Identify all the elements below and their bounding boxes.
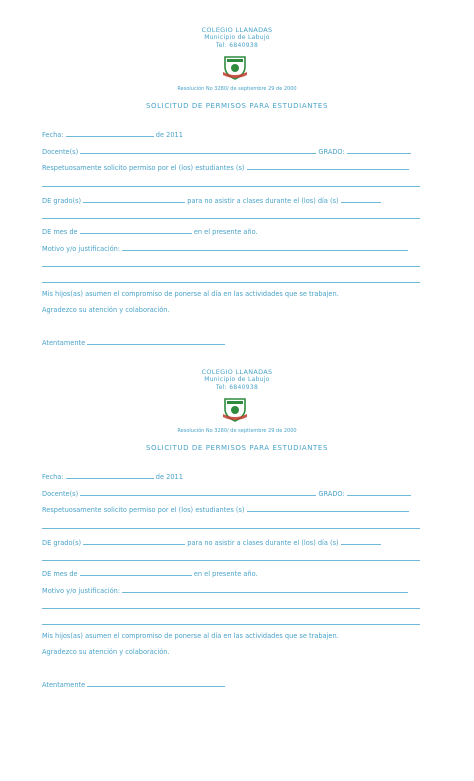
docente-label: Docente(s): [42, 490, 79, 498]
signature-field[interactable]: [87, 679, 225, 687]
fecha-field[interactable]: [66, 129, 154, 137]
docente-field[interactable]: [80, 488, 316, 496]
docente-field[interactable]: [80, 146, 316, 154]
telephone-text: Tel: 6840938: [215, 42, 259, 49]
del-grado-field[interactable]: [83, 537, 185, 545]
estudiantes-field[interactable]: [247, 162, 409, 170]
docente-row: [42, 146, 411, 156]
resolution-text: Resolución No 3280/ de septiembre 29 de 2000: [177, 428, 297, 434]
motivo-line-2[interactable]: [42, 266, 420, 267]
grado-field[interactable]: [347, 488, 411, 496]
grado-row: [42, 195, 381, 205]
motivo-label: Motivo y/o justificación:: [42, 245, 121, 253]
fecha-suffix: de 2011: [155, 131, 183, 139]
presente-ano-text: en el presente año.: [193, 228, 258, 236]
municipio-text: Municipio de Labujo: [204, 34, 270, 41]
school-crest-icon: [222, 54, 248, 80]
school-name: COLEGIO LLANADAS: [201, 26, 273, 34]
motivo-label: Motivo y/o justificación:: [42, 587, 121, 595]
motivo-line-3[interactable]: [42, 282, 420, 283]
del-mes-label: DE mes de: [42, 228, 78, 236]
respetuosamente-row: [42, 162, 409, 172]
para-no-asistir-text: para no asistir a clases durante el (los) día (s): [187, 539, 339, 547]
agradezco-text: Agradezco su atención y colaboración.: [42, 648, 170, 656]
atentamente-label: Atentamente: [42, 339, 86, 347]
del-mes-label: DE mes de: [42, 570, 78, 578]
mes-field[interactable]: [80, 568, 192, 576]
dias-field[interactable]: [341, 537, 381, 545]
fecha-row: [42, 129, 183, 139]
school-name: COLEGIO LLANADAS: [201, 368, 273, 376]
respetuosamente-row: [42, 504, 409, 514]
fecha-label: Fecha:: [42, 131, 64, 139]
motivo-line-3[interactable]: [42, 624, 420, 625]
mes-row: [42, 568, 258, 578]
grado-field[interactable]: [347, 146, 411, 154]
permission-form-1: [0, 0, 474, 350]
compromiso-text: Mis hijos(as) asumen el compromiso de ponerse al día en las actividades que se trabajen.: [42, 290, 339, 298]
agradezco-text: Agradezco su atención y colaboración.: [42, 306, 170, 314]
fecha-row: [42, 471, 183, 481]
grado-label: GRADO:: [318, 148, 345, 156]
fecha-suffix: de 2011: [155, 473, 183, 481]
telephone-text: Tel: 6840938: [215, 384, 259, 391]
fecha-field[interactable]: [66, 471, 154, 479]
municipio-text: Municipio de Labujo: [204, 376, 270, 383]
presente-ano-text: en el presente año.: [193, 570, 258, 578]
motivo-field[interactable]: [122, 243, 408, 251]
dias-line-2[interactable]: [42, 560, 420, 561]
docente-label: Docente(s): [42, 148, 79, 156]
respetuosamente-text: Respetuosamente solicito permiso por el (los) estudiantes (s): [42, 506, 245, 514]
school-crest-icon: [222, 396, 248, 422]
atentamente-label: Atentamente: [42, 681, 86, 689]
del-grado-label: DE grado(s): [42, 539, 82, 547]
estudiantes-line-2[interactable]: [42, 528, 420, 529]
form-title: SOLICITUD DE PERMISOS PARA ESTUDIANTES: [146, 102, 328, 110]
dias-field[interactable]: [341, 195, 381, 203]
respetuosamente-text: Respetuosamente solicito permiso por el (los) estudiantes (s): [42, 164, 245, 172]
dias-line-2[interactable]: [42, 218, 420, 219]
form-title: SOLICITUD DE PERMISOS PARA ESTUDIANTES: [146, 444, 328, 452]
grado-label: GRADO:: [318, 490, 345, 498]
mes-field[interactable]: [80, 226, 192, 234]
atentamente-row: [42, 679, 225, 689]
fecha-label: Fecha:: [42, 473, 64, 481]
resolution-text: Resolución No 3280/ de septiembre 29 de 2000: [177, 86, 297, 92]
motivo-line-2[interactable]: [42, 608, 420, 609]
motivo-field[interactable]: [122, 585, 408, 593]
del-grado-field[interactable]: [83, 195, 185, 203]
para-no-asistir-text: para no asistir a clases durante el (los) día (s): [187, 197, 339, 205]
motivo-row: [42, 585, 408, 595]
del-grado-label: DE grado(s): [42, 197, 82, 205]
estudiantes-line-2[interactable]: [42, 186, 420, 187]
permission-form-2: [0, 342, 474, 692]
motivo-row: [42, 243, 408, 253]
docente-row: [42, 488, 411, 498]
grado-row: [42, 537, 381, 547]
compromiso-text: Mis hijos(as) asumen el compromiso de ponerse al día en las actividades que se trabajen.: [42, 632, 339, 640]
mes-row: [42, 226, 258, 236]
estudiantes-field[interactable]: [247, 504, 409, 512]
